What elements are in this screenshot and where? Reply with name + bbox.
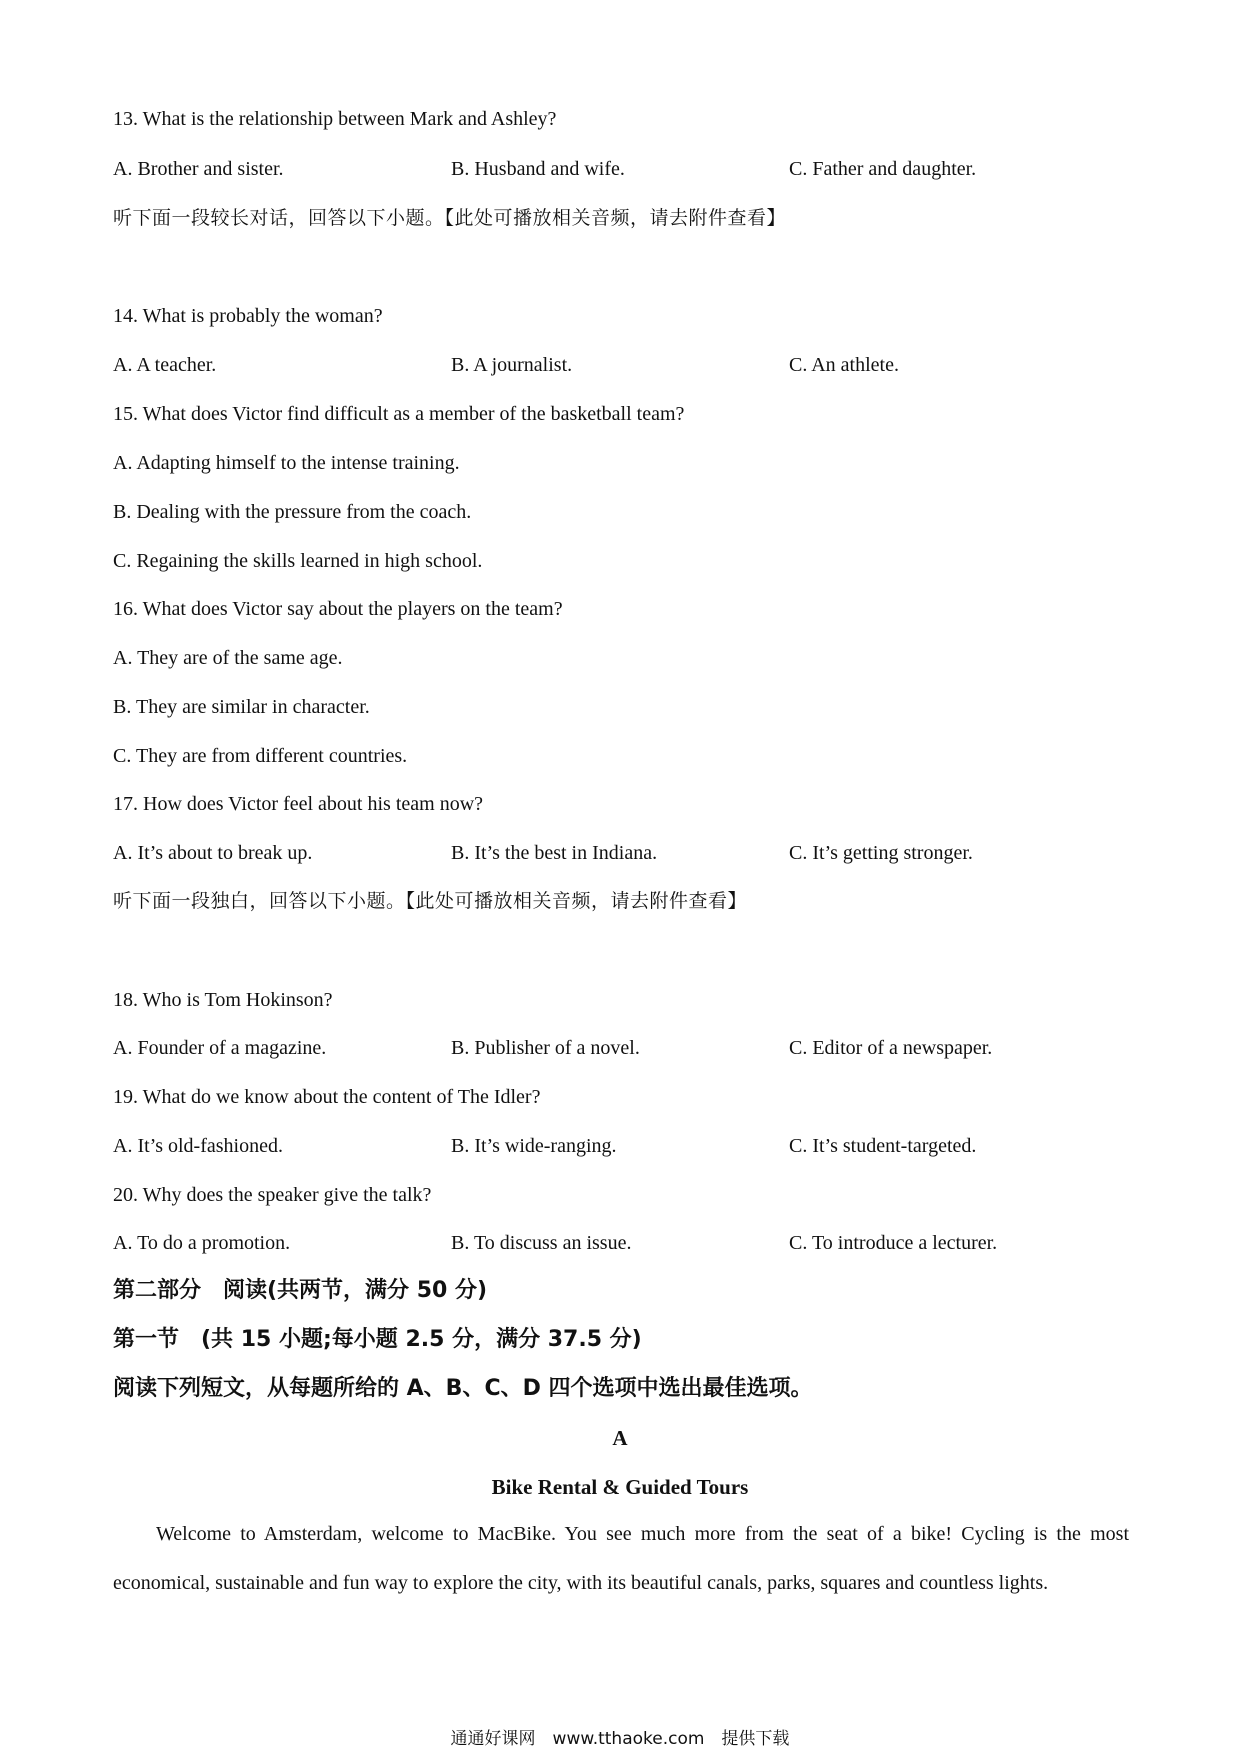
question-19-option-b: B. It’s wide-ranging.	[451, 1135, 617, 1157]
question-20-option-b: B. To discuss an issue.	[451, 1232, 632, 1254]
part-two-heading: 第二部分 阅读(共两节，满分 50 分)	[113, 1278, 488, 1303]
question-15-option-b: B. Dealing with the pressure from the coach.	[113, 501, 472, 523]
question-16-stem: 16. What does Victor say about the players on the team?	[113, 598, 563, 620]
question-13-option-c: C. Father and daughter.	[789, 158, 977, 180]
question-16-option-c: C. They are from different countries.	[113, 745, 408, 767]
question-14-option-c: C. An athlete.	[789, 354, 899, 376]
question-18-option-c: C. Editor of a newspaper.	[789, 1037, 993, 1059]
question-17-option-c: C. It’s getting stronger.	[789, 842, 973, 864]
question-20-option-c: C. To introduce a lecturer.	[789, 1232, 998, 1254]
question-17-stem: 17. How does Victor feel about his team now?	[113, 793, 484, 815]
question-14-option-b: B. A journalist.	[451, 354, 573, 376]
question-18-option-b: B. Publisher of a novel.	[451, 1037, 640, 1059]
passage-letter: A	[612, 1426, 628, 1450]
question-19-stem: 19. What do we know about the content of The Idler?	[113, 1086, 541, 1108]
question-15-stem: 15. What does Victor find difficult as a member of the basketball team?	[113, 403, 685, 425]
question-16-option-b: B. They are similar in character.	[113, 696, 370, 718]
section-one-heading: 第一节 (共 15 小题;每小题 2.5 分，满分 37.5 分)	[113, 1327, 642, 1352]
monologue-instruction: 听下面一段独白，回答以下小题。【此处可播放相关音频，请去附件查看】	[113, 890, 748, 912]
question-13-stem: 13. What is the relationship between Mark and Ashley?	[113, 108, 557, 130]
question-19-option-a: A. It’s old-fashioned.	[113, 1135, 283, 1157]
question-13-option-a: A. Brother and sister.	[113, 158, 284, 180]
question-17-option-b: B. It’s the best in Indiana.	[451, 842, 658, 864]
passage-title: Bike Rental & Guided Tours	[491, 1475, 749, 1499]
question-14-option-a: A. A teacher.	[113, 354, 217, 376]
question-16-option-a: A. They are of the same age.	[113, 647, 343, 669]
question-15-option-a: A. Adapting himself to the intense training.	[113, 452, 460, 474]
dialogue-instruction: 听下面一段较长对话，回答以下小题。【此处可播放相关音频，请去附件查看】	[113, 207, 787, 229]
question-14-stem: 14. What is probably the woman?	[113, 305, 383, 327]
question-18-option-a: A. Founder of a magazine.	[113, 1037, 327, 1059]
question-18-stem: 18. Who is Tom Hokinson?	[113, 989, 333, 1011]
page-footer: 通通好课网 www.tthaoke.com 提供下载	[450, 1729, 790, 1749]
passage-paragraph: Welcome to Amsterdam, welcome to MacBike. You see much more from the seat of a bike! Cycling is the most economical, sustainable and fun way to explore the city, with its beautiful canals, parks, squares and countless lights.	[113, 1523, 1129, 1594]
reading-instruction: 阅读下列短文，从每题所给的 A、B、C、D 四个选项中选出最佳选项。	[113, 1376, 813, 1401]
question-13-option-b: B. Husband and wife.	[451, 158, 625, 180]
question-19-option-c: C. It’s student-targeted.	[789, 1135, 977, 1157]
question-17-option-a: A. It’s about to break up.	[113, 842, 313, 864]
question-15-option-c: C. Regaining the skills learned in high school.	[113, 550, 483, 572]
question-20-option-a: A. To do a promotion.	[113, 1232, 291, 1254]
question-20-stem: 20. Why does the speaker give the talk?	[113, 1184, 432, 1206]
